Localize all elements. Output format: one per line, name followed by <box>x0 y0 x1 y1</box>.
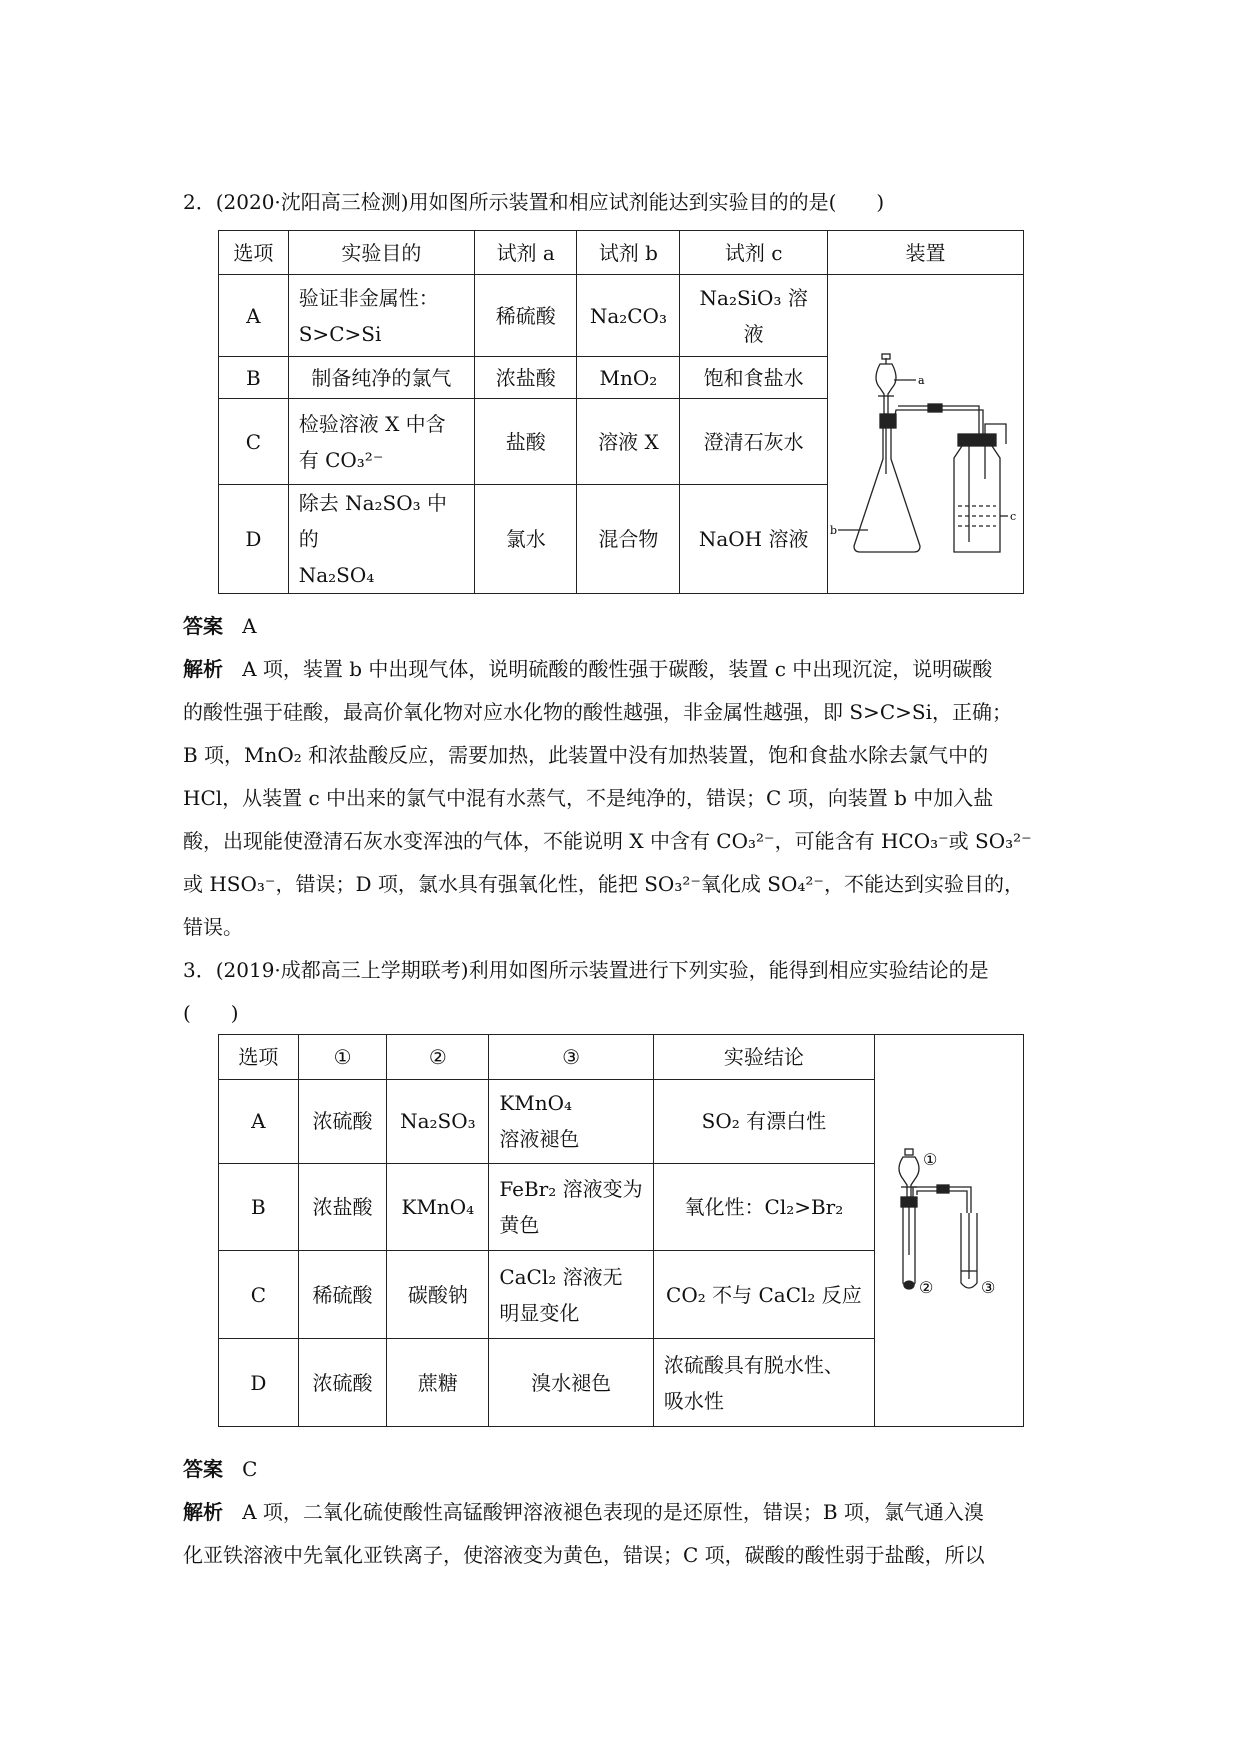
q3-row-d-reagent-1: 浓硫酸 <box>298 1339 387 1427</box>
q2-row-c-reagent-b: 溶液 X <box>577 399 680 485</box>
q2-analysis-line-4: HCl，从装置 c 中出来的氯气中混有水蒸气，不是纯净的，错误；C 项，向装置 b 中加入盐 <box>183 786 994 810</box>
q3-apparatus-label-3: ③ <box>980 1278 996 1297</box>
q3-row-b-reagent-3-line1: FeBr₂ 溶液变为 <box>499 1177 643 1201</box>
q2-header-reagent-c: 试剂 c <box>680 231 828 275</box>
q3-row-c-reagent-3-line1: CaCl₂ 溶液无 <box>499 1264 623 1289</box>
q3-row-d-reagent-2: 蔗糖 <box>387 1339 489 1427</box>
q3-row-c-conclusion: CO₂ 不与 CaCl₂ 反应 <box>653 1251 874 1339</box>
q3-row-a-reagent-3 <box>489 1079 654 1163</box>
q2-header-row <box>219 231 1024 275</box>
q2-row-a-goal-line2: S>C>Si <box>298 321 382 346</box>
q3-apparatus-label-1: ① <box>922 1150 938 1169</box>
q3-row-c-reagent-3 <box>489 1251 654 1339</box>
q2-header-reagent-b: 试剂 b <box>577 231 680 275</box>
q3-header-option: 选项 <box>219 1035 299 1080</box>
q3-row-b-reagent-1: 浓盐酸 <box>298 1163 387 1251</box>
q2-row-b-reagent-a: 浓盐酸 <box>474 357 576 399</box>
q2-answer-label: 答案 <box>183 614 223 638</box>
q3-header-reagent-2: ② <box>387 1035 489 1080</box>
q3-row-c-reagent-2: 碳酸钠 <box>387 1251 489 1339</box>
q3-header-reagent-3: ③ <box>489 1035 654 1080</box>
q3-row-d-conclusion <box>653 1339 874 1427</box>
q3-row-c-reagent-1: 稀硫酸 <box>298 1251 387 1339</box>
q3-row-a-reagent-2: Na₂SO₃ <box>387 1079 489 1163</box>
q3-row-d-conclusion-line1: 浓硫酸具有脱水性、 <box>663 1352 844 1377</box>
q3-row-d-reagent-3: 溴水褪色 <box>489 1339 654 1427</box>
q2-answer-value: A <box>242 614 257 638</box>
q3-row-d-conclusion-line2: 吸水性 <box>663 1388 724 1413</box>
q2-apparatus-label-c: c <box>1009 509 1017 523</box>
q3-row-b-conclusion: 氧化性：Cl₂>Br₂ <box>653 1163 874 1251</box>
q2-row-d-goal-line2: Na₂SO₄ <box>298 563 375 587</box>
q2-table <box>218 230 1024 594</box>
q2-header-option: 选项 <box>219 231 289 275</box>
q3-row-b-reagent-2: KMnO₄ <box>387 1163 489 1251</box>
q2-analysis-line-7: 错误。 <box>183 915 243 939</box>
q2-row-a-goal <box>288 275 474 357</box>
q3-row-b-reagent-3-line2: 黄色 <box>499 1213 540 1237</box>
q2-row-a-reagent-a: 稀硫酸 <box>474 275 576 357</box>
q3-header-row <box>219 1035 1024 1080</box>
q2-row-a-reagent-c: Na₂SiO₃ 溶液 <box>680 275 828 357</box>
q3-row-b-option: B <box>219 1163 299 1251</box>
q3-table <box>218 1034 1024 1427</box>
q2-row-c-goal <box>288 399 474 485</box>
q2-row-a-reagent-b: Na₂CO₃ <box>577 275 680 357</box>
q2-row-c-reagent-a: 盐酸 <box>474 399 576 485</box>
q2-header-reagent-a: 试剂 a <box>474 231 576 275</box>
q3-row-c-option: C <box>219 1251 299 1339</box>
q3-heading-line-1: 3．(2019·成都高三上学期联考)利用如图所示装置进行下列实验，能得到相应实验结论的是 <box>183 958 989 982</box>
q3-apparatus-diagram <box>875 1035 1023 1415</box>
q3-answer-value: C <box>242 1457 258 1481</box>
q3-heading-line-2: ( ) <box>183 1001 239 1025</box>
q3-answer <box>183 1456 257 1482</box>
q3-apparatus-cell <box>874 1035 1023 1427</box>
q2-apparatus-diagram <box>828 284 1023 574</box>
q2-apparatus-label-a: a <box>917 373 925 387</box>
q2-row-d-goal <box>288 485 474 594</box>
q2-row-b-option: B <box>219 357 289 399</box>
q3-row-a-option: A <box>219 1079 299 1163</box>
q2-row-d-reagent-a: 氯水 <box>474 485 576 594</box>
q2-row-a-goal-line1: 验证非金属性： <box>298 285 439 310</box>
q2-row-b-reagent-b: MnO₂ <box>577 357 680 399</box>
q2-analysis-line-5: 酸，出现能使澄清石灰水变浑浊的气体，不能说明 X 中含有 CO₃²⁻，可能含有 HCO₃⁻或 SO₃²⁻ <box>183 829 1032 853</box>
q2-row-c-reagent-c: 澄清石灰水 <box>680 399 828 485</box>
q2-row-b-reagent-c: 饱和食盐水 <box>680 357 828 399</box>
q3-analysis-text-1: A 项，二氧化硫使酸性高锰酸钾溶液褪色表现的是还原性，错误；B 项，氯气通入溴 <box>242 1500 984 1524</box>
q2-analysis-label: 解析 <box>183 657 223 681</box>
q2-heading: 2．(2020·沈阳高三检测)用如图所示装置和相应试剂能达到实验目的的是( ) <box>183 190 885 214</box>
q2-analysis-line-1 <box>183 656 992 682</box>
q3-header-reagent-1: ① <box>298 1035 387 1080</box>
q3-analysis-line-2: 化亚铁溶液中先氧化亚铁离子，使溶液变为黄色，错误；C 项，碳酸的酸性弱于盐酸，所以 <box>183 1543 985 1567</box>
q2-row-c-goal-line2: 有 CO₃²⁻ <box>298 447 384 472</box>
q2-row-d-option: D <box>219 485 289 594</box>
q3-row-a-conclusion: SO₂ 有漂白性 <box>653 1079 874 1163</box>
q2-apparatus-cell <box>827 275 1023 594</box>
q2-analysis-line-6: 或 HSO₃⁻，错误；D 项，氯水具有强氧化性，能把 SO₃²⁻氧化成 SO₄²⁻，不能达到实验目的， <box>183 872 1024 896</box>
q2-apparatus-label-b: b <box>829 523 838 537</box>
q2-row-d-goal-line1: 除去 Na₂SO₃ 中的 <box>298 491 448 551</box>
q2-answer <box>183 613 257 639</box>
q3-row-a-reagent-1: 浓硫酸 <box>298 1079 387 1163</box>
q3-row-d-option: D <box>219 1339 299 1427</box>
q2-analysis-line-2: 的酸性强于硅酸，最高价氧化物对应水化物的酸性越强，非金属性越强，即 S>C>Si，正确； <box>183 700 1012 724</box>
q2-row-d-reagent-c: NaOH 溶液 <box>680 485 828 594</box>
q3-row-a-reagent-3-line2: 溶液褪色 <box>499 1127 580 1152</box>
q2-row-b-goal: 制备纯净的氯气 <box>288 357 474 399</box>
q3-row-a-reagent-3-line1: KMnO₄ <box>499 1091 573 1116</box>
q3-row-b-reagent-3 <box>489 1163 654 1251</box>
q2-row-c-goal-line1: 检验溶液 X 中含 <box>298 411 446 436</box>
q2-analysis-line-3: B 项，MnO₂ 和浓盐酸反应，需要加热，此装置中没有加热装置，饱和食盐水除去氯气中的 <box>183 743 989 767</box>
q3-analysis-line-1 <box>183 1499 984 1525</box>
q3-analysis-label: 解析 <box>183 1500 223 1524</box>
q2-header-goal: 实验目的 <box>288 231 474 275</box>
q2-row-a-option: A <box>219 275 289 357</box>
q2-header-apparatus: 装置 <box>827 231 1023 275</box>
table-row <box>219 275 1024 357</box>
q2-analysis-text-1: A 项，装置 b 中出现气体，说明硫酸的酸性强于碳酸，装置 c 中出现沉淀，说明碳酸 <box>242 657 993 681</box>
q2-row-d-reagent-b: 混合物 <box>577 485 680 594</box>
q3-apparatus-label-2: ② <box>918 1278 934 1297</box>
q3-answer-label: 答案 <box>183 1457 223 1481</box>
q3-row-c-reagent-3-line2: 明显变化 <box>499 1300 580 1325</box>
q2-row-c-option: C <box>219 399 289 485</box>
q3-header-conclusion: 实验结论 <box>653 1035 874 1080</box>
